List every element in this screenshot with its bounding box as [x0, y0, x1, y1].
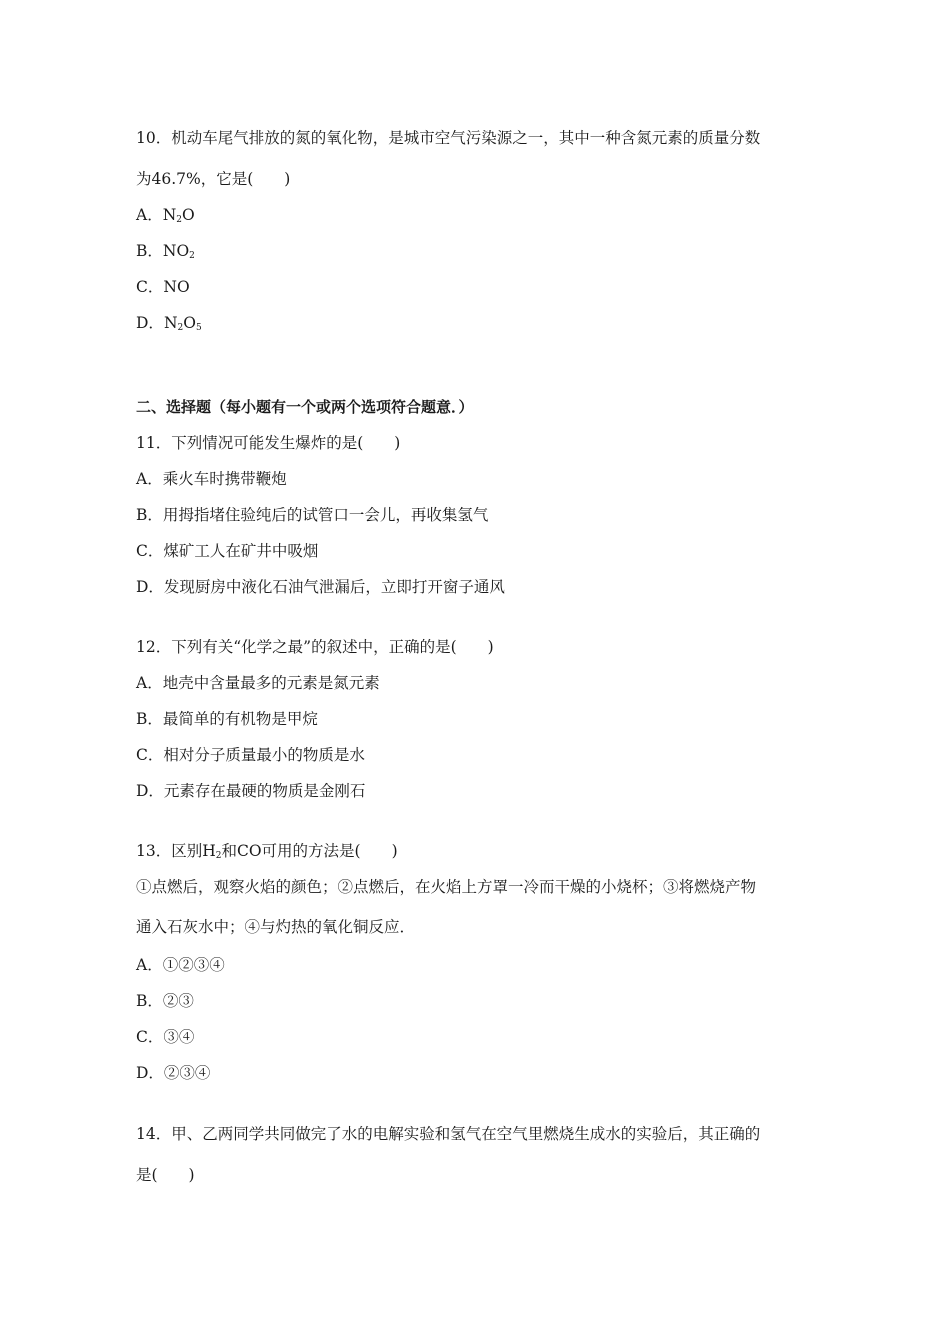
q13-stem: 13．区别$H_2$和CO可用的方法是( ) — [136, 842, 398, 861]
q12-option-b: B．最简单的有机物是甲烷 — [136, 710, 318, 728]
q11-option-a: A．乘火车时携带鞭炮 — [136, 470, 287, 488]
q11-option-d: D．发现厨房中液化石油气泄漏后，立即打开窗子通风 — [136, 578, 505, 596]
q12-option-d: D．元素存在最硬的物质是金刚石 — [136, 782, 366, 800]
q10-stem-line1: 10．机动车尾气排放的氮的氧化物，是城市空气污染源之一，其中一种含氮元素的质量分数 — [136, 129, 761, 147]
q12-option-c: C．相对分子质量最小的物质是水 — [136, 746, 365, 764]
q10-option-a: A．$N_2O$ — [136, 206, 195, 225]
q10-option-c: C．NO — [136, 278, 190, 296]
q10-option-b: B．$NO_2$ — [136, 242, 195, 261]
q12-stem: 12．下列有关“化学之最”的叙述中，正确的是( ) — [136, 638, 494, 656]
q13-desc-line2: 通入石灰水中；④与灼热的氧化铜反应． — [136, 918, 416, 936]
q13-option-a: A．①②③④ — [136, 956, 225, 974]
q11-stem: 11．下列情况可能发生爆炸的是( ) — [136, 434, 401, 452]
q11-option-c: C．煤矿工人在矿井中吸烟 — [136, 542, 319, 560]
q10-option-d: D．$N_2O_5$ — [136, 314, 202, 333]
q14-stem-line2: 是( ) — [136, 1166, 195, 1184]
q13-option-d: D．②③④ — [136, 1064, 211, 1082]
q11-option-b: B．用拇指堵住验纯后的试管口一会儿，再收集氢气 — [136, 506, 489, 524]
q13-desc-line1: ①点燃后，观察火焰的颜色；②点燃后，在火焰上方罩一冷而干燥的小烧杯；③将燃烧产物 — [136, 878, 757, 896]
q12-option-a: A．地壳中含量最多的元素是氮元素 — [136, 674, 380, 692]
q13-option-b: B．②③ — [136, 992, 194, 1010]
q14-stem-line1: 14．甲、乙两同学共同做完了水的电解实验和氢气在空气里燃烧生成水的实验后，其正确的 — [136, 1125, 761, 1143]
q10-stem-line2: 为46.7%，它是( ) — [136, 170, 291, 188]
section-heading: 二、选择题（每小题有一个或两个选项符合题意．） — [136, 398, 474, 416]
q13-option-c: C．③④ — [136, 1028, 195, 1046]
